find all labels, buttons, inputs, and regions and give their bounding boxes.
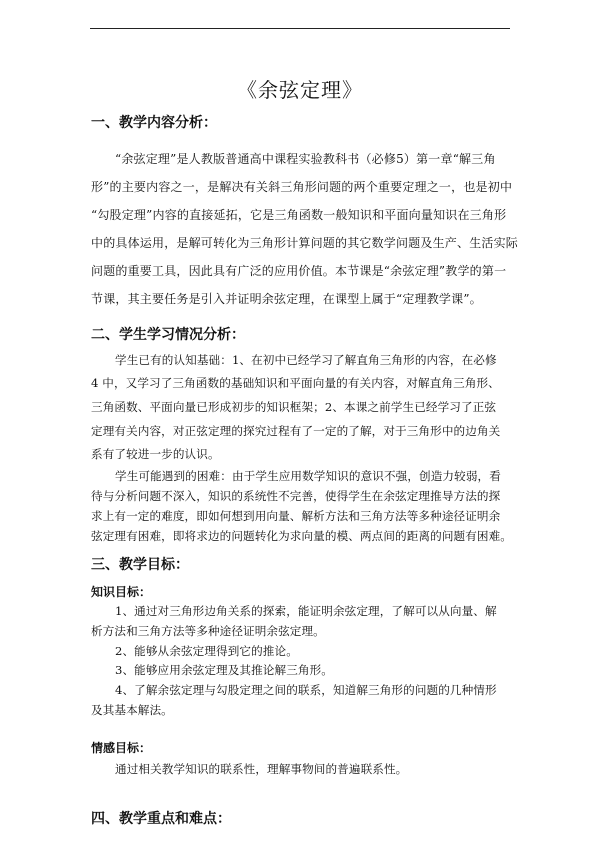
paragraph-line: 待与分析问题不深入，知识的系统性不完善，使得学生在余弦定理推导方法的探: [91, 489, 501, 503]
paragraph-line: 弦定理有困难，即将求边的问题转化为求向量的模、两点间的距离的问题有困难。: [91, 529, 512, 543]
goal-line: 及其基本解法。: [91, 703, 173, 717]
section1-heading: 一、教学内容分析：: [91, 115, 217, 131]
goal-line: 析方法和三角方法等多种途径证明余弦定理。: [91, 624, 325, 638]
paragraph-line: 节课，其主要任务是引入并证明余弦定理，在课型上属于“定理教学课”。: [91, 292, 482, 306]
paragraph-line: 问题的重要工具，因此具有广泛的应用价值。本节课是“余弦定理”教学的第一: [91, 264, 507, 278]
paragraph-line: 4 中，又学习了三角函数的基础知识和平面向量的有关内容，对解直角三角形、: [91, 376, 500, 390]
goal-line: 4、了解余弦定理与勾股定理之间的联系，知道解三角形的问题的几种情形: [115, 683, 497, 697]
paragraph-line: 系有了较进一步的认识。: [91, 447, 220, 461]
goal-line: 2、能够从余弦定理得到它的推论。: [115, 644, 298, 658]
paragraph-line: “余弦定理”是人教版普通高中课程实验教科书（必修5）第一章“解三角: [115, 152, 496, 166]
goal-line: 1、通过对三角形边角关系的探索，能证明余弦定理，了解可以从向量、解: [115, 604, 497, 618]
section4-heading: 四、教学重点和难点：: [91, 811, 231, 827]
goal-line: 3、能够应用余弦定理及其推论解三角形。: [115, 663, 333, 677]
paragraph-line: 求上有一定的难度，即如何想到用向量、解析方法和三角方法等多种途径证明余: [91, 509, 501, 523]
goal-line: 通过相关教学知识的联系性，理解事物间的普遍联系性。: [115, 762, 408, 776]
knowledge-goals-label: 知识目标：: [91, 585, 152, 599]
section3-heading: 三、教学目标：: [91, 557, 189, 573]
paragraph-line: 中的具体运用，是解可转化为三角形计算问题的其它数学问题及生产、生活实际: [91, 236, 519, 250]
paragraph-line: 三角函数、平面向量已形成初步的知识框架；2、本课之前学生已经学习了正弦: [91, 400, 497, 414]
paragraph-line: 定理有关内容，对正弦定理的探究过程有了一定的了解，对于三角形中的边角关: [91, 424, 501, 438]
emotion-goals-label: 情感目标：: [91, 741, 152, 755]
paragraph-line: 学生已有的认知基础：1、在初中已经学习了解直角三角形的内容，在必修: [115, 353, 497, 367]
paragraph-line: 学生可能遇到的困难：由于学生应用数学知识的意识不强，创造力较弱，看: [115, 469, 501, 483]
paragraph-line: “勾股定理”内容的直接延拓，它是三角函数一般知识和平面向量知识在三角形: [91, 208, 507, 222]
page-title: 《余弦定理》: [237, 78, 363, 102]
paragraph-line: 形”的主要内容之一，是解决有关斜三角形问题的两个重要定理之一，也是初中: [91, 180, 513, 194]
header-rule: [90, 28, 510, 29]
section2-heading: 二、学生学习情况分析：: [91, 327, 245, 343]
